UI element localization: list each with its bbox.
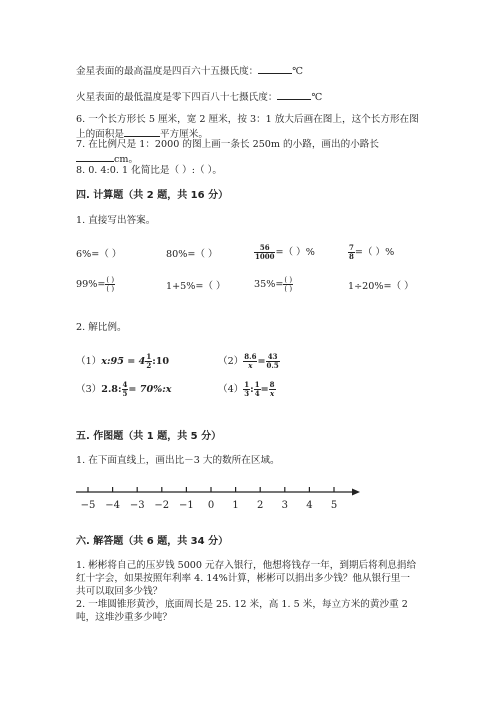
calc-1: 6%=（ ） [76, 249, 122, 260]
fraction: $\frac{1}{3}$ [244, 380, 250, 398]
section-5-q1: 1. 在下面直线上，画出比－3 大的数所在区域。 [76, 455, 280, 466]
question-8: 8. 0. 4:0. 1 化简比是（ ）:（ ）。 [76, 165, 222, 176]
question-venus-text: 金星表面的最高温度是四百六十五摄氏度： [76, 66, 259, 77]
proportion-3: （3）2.8: $\frac{4}{5}$ = 70%:x [76, 380, 172, 398]
proportion-2: （2） $\frac{8.6}{x}$ = $\frac{43}{0.5}$ [218, 352, 279, 370]
proportion-4: （4） $\frac{1}{3}$ : $\frac{1}{4}$ = $\frac{8}{x}$ [218, 380, 275, 398]
question-mars [76, 90, 322, 104]
calc-7: 35%= $\frac{( )}{( )}$ [254, 276, 293, 293]
section-6-q1-line2: 红十字会，如果按照年利率 4. 14%计算，彬彬可以捐出多少钱？他从银行里一 [76, 573, 410, 584]
fraction: $\frac{7}{8}$ [349, 243, 354, 261]
calc-8: 1÷20%=（ ） [348, 281, 414, 292]
fraction: $\frac{8}{x}$ [269, 380, 275, 398]
fraction-blank: $\frac{( )}{( )}$ [106, 276, 115, 293]
question-6-line1: 6. 一个长方形长 5 厘米，宽 2 厘米，按 3：1 放大后画在图上，这个长方形在图 [76, 114, 419, 125]
fraction: $\frac{43}{0.5}$ [266, 352, 279, 370]
section-6-q1-line3: 共可以取回多少钱？ [76, 586, 163, 597]
question-6-post: 平方厘米。 [159, 129, 208, 140]
tick-label: −4 [105, 500, 120, 511]
answer-blank[interactable] [124, 127, 160, 137]
question-mars-text: 火星表面的最低温度是零下四百八十七摄氏度： [76, 92, 278, 103]
tick-label: 0 [207, 500, 215, 511]
fraction: $\frac{1}{2}$ [146, 352, 152, 370]
question-6-pre: 上的面积是 [76, 129, 124, 140]
calc-3: $\frac{56}{1000}$ =（ ）% [255, 243, 315, 261]
calc-4: $\frac{7}{8}$ =（ ）% [349, 243, 395, 261]
tick-label: 1 [232, 500, 239, 511]
question-venus [76, 64, 303, 78]
unit-celsius: ℃ [311, 92, 323, 103]
tick-label: 3 [281, 500, 288, 511]
section-6-q2-line1: 2. 一堆圆锥形黄沙，底面周长是 25. 12 米，高 1. 5 米，每立方米的黄沙重 2 [76, 599, 408, 610]
fraction: $\frac{4}{5}$ [122, 380, 128, 398]
tick-label: −2 [154, 500, 170, 511]
question-7-line1: 7. 在比例尺是 1：2000 的图上画一条长 250m 的小路，画出的小路长 [76, 139, 379, 150]
tick-label: 5 [330, 500, 338, 511]
arrow-right-icon [352, 489, 360, 496]
calc-6: 1+5%=（ ） [166, 281, 226, 292]
section-4-q1: 1. 直接写出答案。 [76, 215, 156, 226]
number-line[interactable] [70, 480, 370, 516]
tick-label: 2 [257, 500, 264, 511]
section-5-title: 五. 作图题（共 1 题，共 5 分） [76, 431, 222, 442]
section-6-title: 六. 解答题（共 6 题，共 34 分） [76, 536, 229, 547]
tick-label: 4 [306, 500, 313, 511]
fraction: $\frac{1}{4}$ [254, 380, 260, 398]
question-7-post: cm。 [114, 154, 139, 165]
fraction: $\frac{8.6}{x}$ [244, 352, 257, 370]
section-4-title: 四. 计算题（共 2 题，共 16 分） [76, 190, 229, 201]
proportion-1: （1）x:95 = 4 $\frac{1}{2}$ :10 [76, 352, 170, 370]
calc-5: 99%= $\frac{( )}{( )}$ [76, 276, 115, 293]
answer-blank[interactable] [76, 152, 114, 162]
section-4-q2: 2. 解比例。 [76, 322, 127, 333]
question-7-line2 [76, 152, 138, 166]
answer-blank[interactable] [277, 90, 311, 100]
unit-celsius: ℃ [292, 66, 304, 77]
calc-2: 80%=（ ） [166, 249, 218, 260]
section-6-q1-line1: 1. 彬彬将自己的压岁钱 5000 元存入银行，他想将钱存一年，到期后将利息捐给 [76, 560, 417, 571]
answer-blank[interactable] [258, 64, 292, 74]
section-6-q2-line2: 吨，这堆沙重多少吨？ [76, 612, 172, 623]
tick-label: −1 [179, 500, 194, 511]
fraction: $\frac{56}{1000}$ [255, 243, 275, 261]
tick-label: −5 [80, 500, 96, 511]
tick-label: −3 [129, 500, 145, 511]
fraction-blank: $\frac{( )}{( )}$ [284, 276, 293, 293]
